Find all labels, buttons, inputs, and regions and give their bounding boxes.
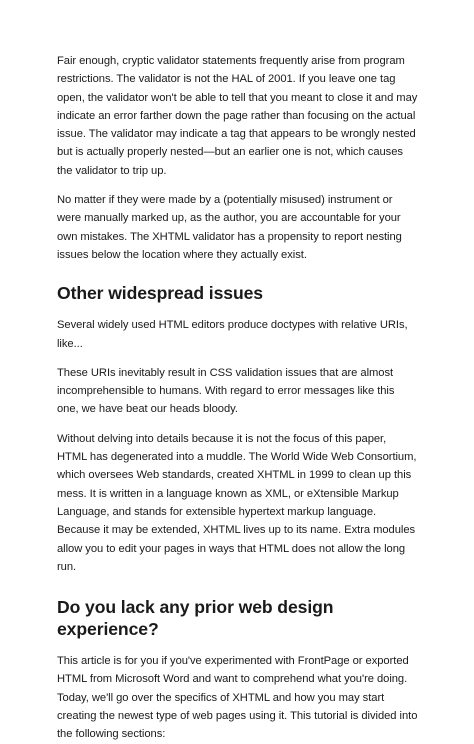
section2-paragraph-1: This article is for you if you've experimented with FrontPage or exported HTML from Microsoft Word and want to comprehend what you're doing. Today, we'll go over the specifics of XHTML and how you may start creating the newest type of web pages using it. This tutorial is divided into the following sections:: [57, 655, 418, 741]
section-heading-other-issues: Other widespread issues: [57, 283, 263, 304]
document-page: [57, 52, 419, 744]
section-heading-experience: Do you lack any prior web design experience?: [57, 597, 334, 640]
section1-paragraph-1: Several widely used HTML editors produce doctypes with relative URIs, like...: [57, 319, 408, 350]
section1-paragraph-2: These URIs inevitably result in CSS validation issues that are almost incomprehensible to humans. With regard to error messages like this one, we have beat our heads bloody.: [57, 366, 395, 416]
intro-paragraph-1: Fair enough, cryptic validator statements frequently arise from program restrictions. The validator is not the HAL of 2001. If you leave one tag open, the validator won't be able to tell that you meant to close it and may indicate an error farther down the page rather than focusing on the actual issue. The validator may indicate a tag that appears to be wrongly nested but is actually properly nested—but an earlier one is not, which causes the validator to trip up.: [57, 55, 418, 177]
intro-paragraph-2: No matter if they were made by a (potentially misused) instrument or were manually marked up, as the author, you are accountable for your own mistakes. The XHTML validator has a propensity to report nesting issues below the location where they actually exist.: [57, 194, 402, 261]
section1-paragraph-3: Without delving into details because it is not the focus of this paper, HTML has degenerated into a muddle. The World Wide Web Consortium, which oversees Web standards, created XHTML in 1999 to clean up this mess. It is written in a language known as XML, or eXtensible Markup Language, and stands for extensible hypertext markup language. Because it may be extended, XHTML lives up to its name. Extra modules allow you to edit your pages in ways that HTML does not allow the long run.: [57, 432, 417, 573]
